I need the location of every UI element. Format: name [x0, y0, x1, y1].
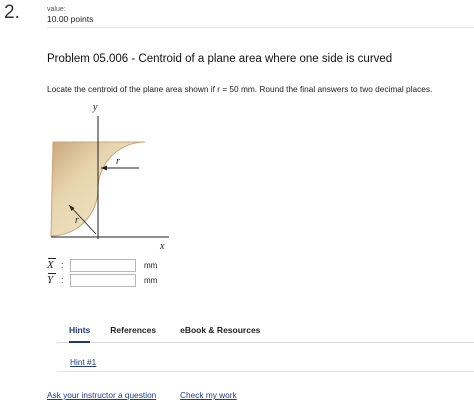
- ask-instructor-link[interactable]: Ask your instructor a question: [47, 390, 157, 400]
- y-axis-label: y: [93, 102, 98, 113]
- radius-label-top: r: [116, 156, 120, 167]
- check-my-work-link[interactable]: Check my work: [180, 390, 237, 400]
- resource-tabs: [57, 318, 474, 343]
- x-unit: mm: [144, 260, 158, 270]
- hint-divider: [57, 371, 474, 372]
- centroid-figure: [47, 96, 187, 254]
- x-colon: :: [61, 260, 64, 270]
- answer-row-x: [47, 258, 157, 272]
- problem-title: Problem 05.006 - Centroid of a plane area where one side is curved: [47, 53, 393, 65]
- tab-hints[interactable]: Hints: [69, 318, 90, 343]
- x-axis-label: x: [160, 241, 165, 252]
- hint-1-link[interactable]: Hint #1: [70, 357, 97, 367]
- x-bar-symbol: X: [47, 259, 61, 271]
- problem-prompt: Locate the centroid of the plane area shown if r = 50 mm. Round the final answers to two decimal places.: [47, 84, 433, 94]
- y-bar-input[interactable]: [70, 274, 136, 287]
- header-divider: [47, 27, 474, 28]
- radius-label-bottom: r: [75, 215, 79, 226]
- y-unit: mm: [144, 275, 158, 285]
- tab-references[interactable]: References: [110, 325, 157, 335]
- points-value: 10.00 points: [47, 14, 94, 24]
- y-colon: :: [61, 275, 64, 285]
- question-number: 2.: [4, 2, 20, 23]
- answer-row-y: [47, 273, 157, 287]
- tab-ebook-resources[interactable]: eBook & Resources: [180, 325, 261, 335]
- value-label: value:: [47, 6, 66, 13]
- y-bar-symbol: Y: [47, 274, 61, 286]
- x-bar-input[interactable]: [70, 259, 136, 272]
